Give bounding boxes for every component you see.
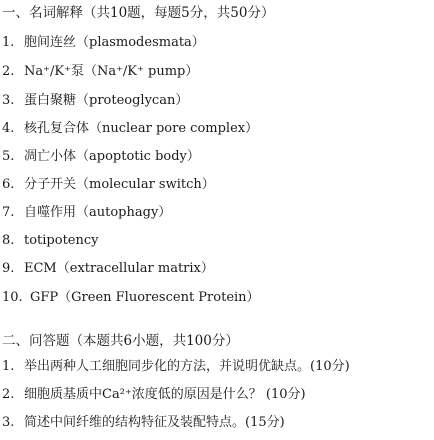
- term-text: totipotency: [24, 233, 99, 248]
- term-text: 分子开关（molecular switch）: [24, 177, 215, 192]
- term-text: 胞间连丝（plasmodesmata）: [24, 35, 205, 50]
- question-item: [2, 358, 350, 376]
- term-number: 4.: [2, 121, 15, 136]
- term-item: [2, 120, 258, 138]
- term-text: GFP（Green Fluorescent Protein）: [30, 290, 260, 305]
- term-number: 1.: [2, 35, 15, 50]
- term-item: [2, 289, 260, 307]
- question-number: 3.: [2, 415, 15, 430]
- question-item: [2, 386, 306, 404]
- question-text: 简述中间纤维的结构特征及装配特点。(15分): [24, 415, 285, 430]
- question-number: 1.: [2, 359, 15, 374]
- term-text: 自噬作用（autophagy）: [24, 205, 172, 220]
- term-item: [2, 232, 99, 250]
- term-item: [2, 92, 188, 110]
- term-item: [2, 204, 171, 222]
- question-text: 细胞质基质中Ca²⁺浓度低的原因是什么？ (10分): [24, 387, 306, 402]
- term-number: 10.: [2, 290, 23, 305]
- question-number: 2.: [2, 387, 15, 402]
- term-number: 6.: [2, 177, 15, 192]
- term-number: 3.: [2, 93, 15, 108]
- question-text: 举出两种人工细胞同步化的方法，并说明优缺点。(10分): [24, 359, 350, 374]
- term-text: 核孔复合体（nuclear pore complex）: [24, 121, 259, 136]
- term-number: 5.: [2, 149, 15, 164]
- term-number: 8.: [2, 233, 15, 248]
- term-number: 7.: [2, 205, 15, 220]
- term-number: 2.: [2, 64, 15, 79]
- term-item: [2, 176, 215, 194]
- term-number: 9.: [2, 261, 15, 276]
- question-item: [2, 414, 285, 432]
- term-item: [2, 34, 205, 52]
- term-text: 凋亡小体（apoptotic body）: [24, 149, 200, 164]
- section2-heading: 二、问答题（本题共6小题，共100分）: [2, 333, 239, 349]
- section1-heading: 一、名词解释（共10题，每题5分，共50分）: [2, 5, 275, 21]
- term-item: [2, 148, 200, 166]
- term-item: [2, 63, 198, 81]
- term-text: ECM（extracellular matrix）: [24, 261, 214, 276]
- term-text: Na⁺/K⁺泵（Na⁺/K⁺ pump）: [24, 64, 199, 79]
- term-text: 蛋白聚糖（proteoglycan）: [24, 93, 189, 108]
- term-item: [2, 260, 214, 278]
